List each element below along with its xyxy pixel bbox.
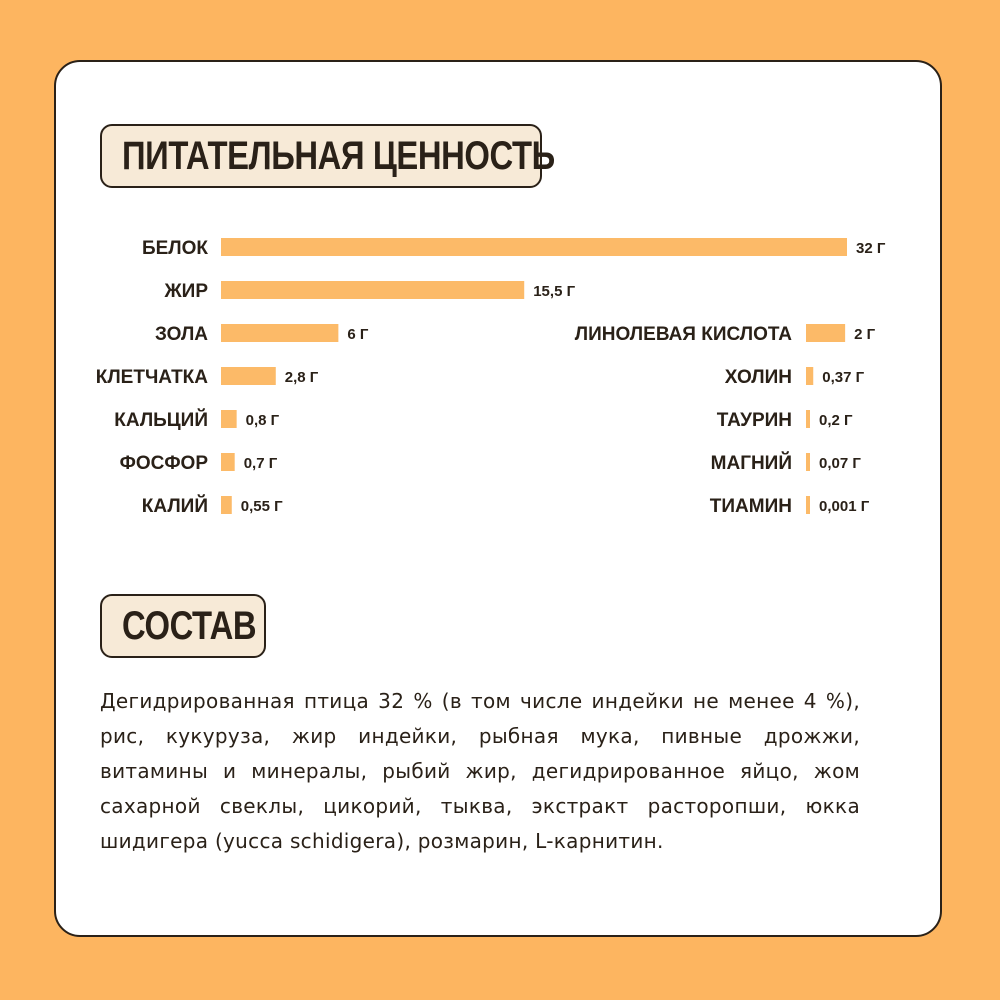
composition-title: СОСТАВ xyxy=(122,603,257,648)
right-bar-label: ТАУРИН xyxy=(716,410,792,431)
right-bar-label: ТИАМИН xyxy=(709,496,792,517)
right-bar-bar xyxy=(806,324,845,342)
left-bar-label: БЕЛОК xyxy=(141,238,208,259)
left-bar-bar xyxy=(221,281,524,299)
right-bar-value-label: 0,2 Г xyxy=(819,412,853,429)
left-bar-value-label: 15,5 Г xyxy=(533,283,576,300)
right-bar-bar xyxy=(806,453,810,471)
right-bar-label: ХОЛИН xyxy=(724,367,792,388)
left-bar-bar xyxy=(221,453,235,471)
left-bar-value-label: 32 Г xyxy=(856,240,886,257)
left-bar-label: ЖИР xyxy=(164,281,208,302)
left-bar-bar xyxy=(221,324,338,342)
left-bar-bar xyxy=(221,367,276,385)
left-bar-bar xyxy=(221,238,847,256)
right-bar-label: МАГНИЙ xyxy=(710,453,792,474)
right-bar-value-label: 0,37 Г xyxy=(822,369,865,386)
left-bar-bar xyxy=(221,410,237,428)
left-bar-bar xyxy=(221,496,232,514)
left-bar-label: КЛЕТЧАТКА xyxy=(95,367,208,388)
left-bar-label: ФОСФОР xyxy=(119,453,208,474)
right-bar-bar xyxy=(806,496,810,514)
composition-text: Дегидрированная птица 32 % (в том числе индейки не менее 4 %), рис, кукуруза, жир индейки, рыбная мука, пивные дрожжи, витамины и минералы, рыбий жир, дегидрированное яйцо, жом сахарной свеклы, цикорий, тыква, экстракт расторопши, юкка шидигера (yucca schidigera), розмарин, L-карнитин. xyxy=(100,689,860,853)
nutrition-title: ПИТАТЕЛЬНАЯ ЦЕННОСТЬ xyxy=(122,133,555,178)
right-bar-bar xyxy=(806,410,810,428)
right-bar-bar xyxy=(806,367,813,385)
left-bar-label: ЗОЛА xyxy=(154,324,208,345)
left-bar-value-label: 0,55 Г xyxy=(240,498,283,515)
composition-title-badge xyxy=(100,594,266,658)
right-bar-value-label: 2 Г xyxy=(854,326,876,343)
left-bar-value-label: 0,8 Г xyxy=(245,412,280,429)
left-bar-value-label: 2,8 Г xyxy=(284,369,319,386)
left-bar-value-label: 0,7 Г xyxy=(243,455,278,472)
left-bar-label: КАЛИЙ xyxy=(141,496,208,517)
right-bar-label: ЛИНОЛЕВАЯ КИСЛОТА xyxy=(574,324,792,345)
right-bar-value-label: 0,07 Г xyxy=(819,455,861,472)
left-bar-label: КАЛЬЦИЙ xyxy=(114,410,208,431)
left-bar-value-label: 6 Г xyxy=(347,326,369,343)
right-bar-value-label: 0,001 Г xyxy=(819,498,870,515)
